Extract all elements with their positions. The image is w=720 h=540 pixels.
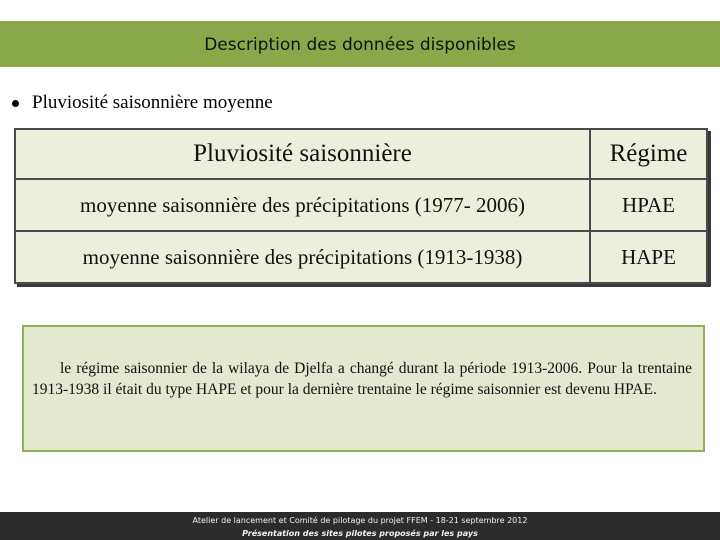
header-band	[0, 21, 720, 67]
page-title: Description des données disponibles	[204, 35, 516, 55]
bullet-item	[12, 90, 273, 116]
table-header-row	[15, 129, 707, 179]
bullet-text: Pluviosité saisonnière moyenne	[32, 92, 273, 113]
note-text: le régime saisonnier de la wilaya de Djelfa a changé durant la période 1913-2006. Pour la trentaine 1913-1938 il était du type HAPE et pour la dernière trentaine le régime saisonnier est devenu HPAE.	[32, 360, 692, 398]
bullet-dot-icon	[12, 100, 19, 107]
table-row	[15, 179, 707, 231]
footer-subtitle-text: Présentation des sites pilotes proposés par les pays	[242, 529, 478, 538]
table-cell-period: moyenne saisonnière des précipitations (1977- 2006)	[15, 179, 590, 231]
note-box	[22, 325, 705, 452]
header-cell-rainfall: Pluviosité saisonnière	[15, 129, 590, 179]
table-cell-regime: HAPE	[590, 231, 707, 283]
table-cell-regime: HPAE	[590, 179, 707, 231]
header-cell-regime: Régime	[590, 129, 707, 179]
table-row	[15, 231, 707, 283]
table-cell-period: moyenne saisonnière des précipitations (1913-1938)	[15, 231, 590, 283]
rainfall-regime-table	[14, 128, 708, 284]
footer-band	[0, 512, 720, 540]
footer-event-text: Atelier de lancement et Comité de pilotage du projet FFEM - 18-21 septembre 2012	[192, 516, 528, 525]
